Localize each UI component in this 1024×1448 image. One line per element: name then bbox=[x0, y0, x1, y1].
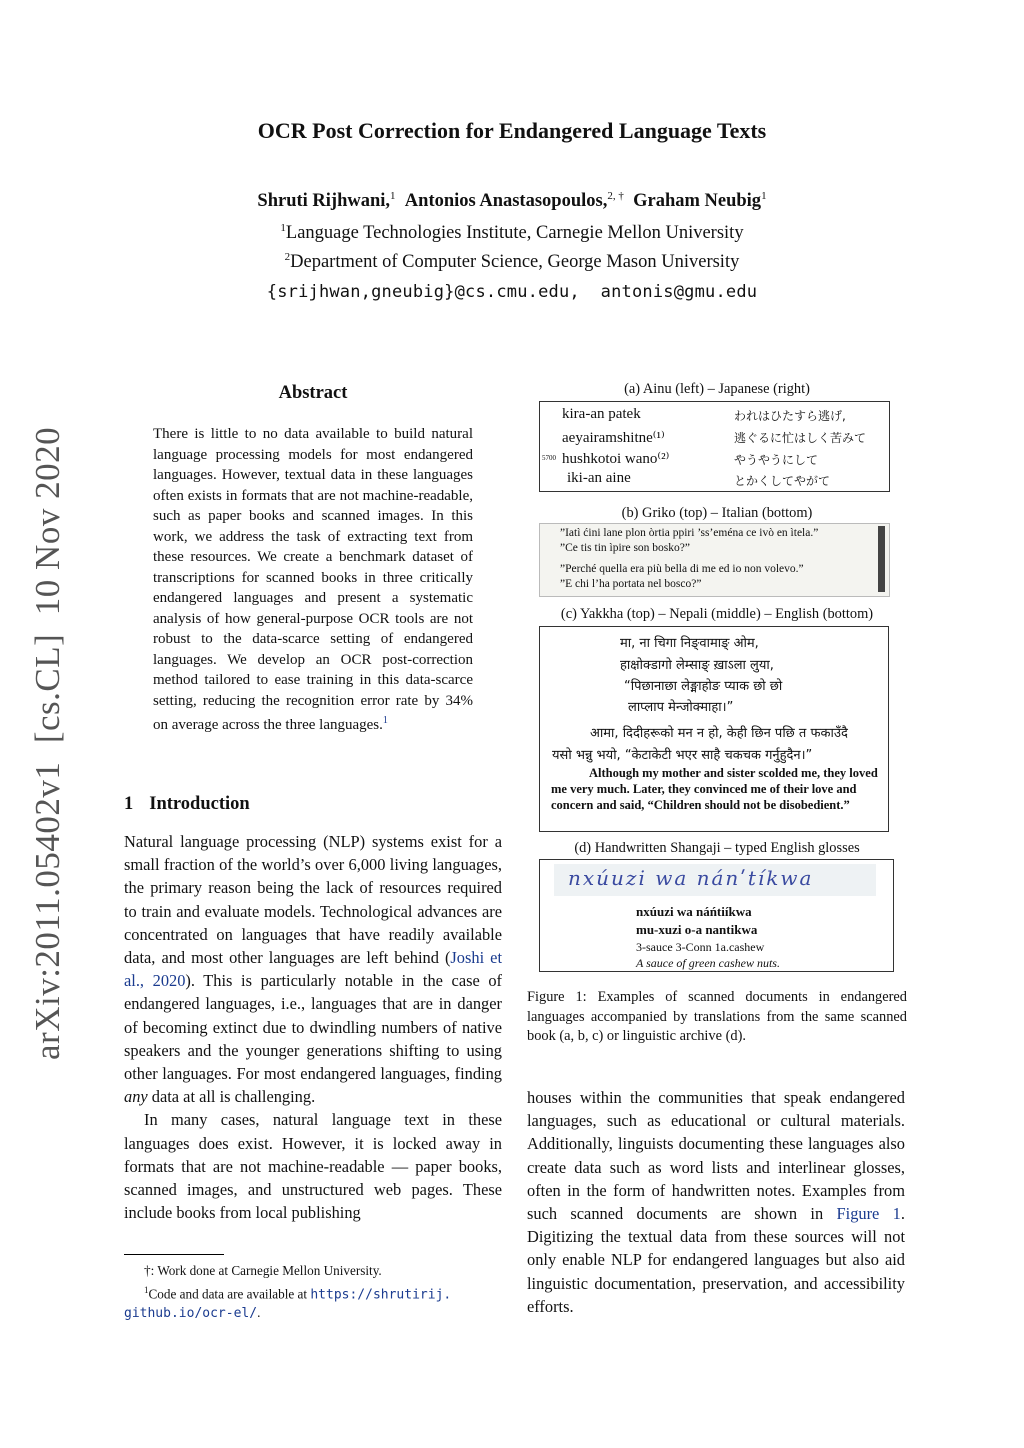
figure-1c-caption: (c) Yakkha (top) – Nepali (middle) – English (bottom) bbox=[560, 606, 874, 622]
footnote-rule bbox=[124, 1254, 224, 1255]
ainu-line-3: hushkotoi wano⁽²⁾ bbox=[562, 451, 670, 467]
japanese-line-2: 逃ぐるに忙はしく苦みて bbox=[734, 431, 867, 445]
author-1-sup: 1 bbox=[390, 190, 396, 202]
figure-1a-scan bbox=[539, 401, 890, 492]
figure-1a-caption: (a) Ainu (left) – Japanese (right) bbox=[624, 381, 810, 397]
affiliation-1-sup: 1 bbox=[280, 222, 286, 234]
footnote-1-text: Code and data are available at bbox=[148, 1286, 311, 1302]
intro-right-column bbox=[527, 1086, 905, 1318]
figure-1-reference-link[interactable]: Figure 1 bbox=[836, 1204, 901, 1224]
affiliation-1 bbox=[0, 222, 1024, 244]
abstract-body bbox=[153, 424, 473, 736]
author-3-sup: 1 bbox=[761, 190, 767, 202]
intro-right-part-b: . Digitizing the textual data from these sources will not only enable NLP for endangered languages but also aid linguistic documentation, preservation, and accessibility efforts. bbox=[527, 1204, 905, 1316]
author-2: Antonios Anastasopoulos, bbox=[404, 191, 608, 212]
author-emails: {srijhwan,gneubig}@cs.cmu.edu, antonis@gmu.edu bbox=[266, 282, 758, 302]
affiliation-2-sup: 2 bbox=[284, 251, 291, 263]
japanese-line-4: とかくしてやがて bbox=[734, 474, 831, 488]
author-1: Shruti Rijhwani, bbox=[257, 191, 391, 212]
yakkha-line-2: हाक्षोक्डागो लेम्साङ् ख़ाऽला लुया, bbox=[620, 658, 774, 673]
nepali-line-1: आमा, दिदीहरूको मन न हो, केही छिन पछि त फकाउँदै bbox=[590, 726, 848, 741]
intro-p1-emphasis: any bbox=[124, 1087, 148, 1107]
gloss-line-3: 3-sauce 3-Conn 1a.cashew bbox=[636, 940, 765, 954]
intro-right-part-a: houses within the communities that speak endangered languages, such as educational or cultural materials. Additionally, linguists documenting these languages also create data such as word lists and interlinear glosses, often in the form of handwritten notes. Examples from such scanned documents are shown in bbox=[527, 1088, 905, 1224]
nepali-line-2: यसो भन्नु भयो, “केटाकेटी भएर साहै चकचक गर्नुहुदैन।” bbox=[552, 748, 813, 763]
section-title: Introduction bbox=[149, 794, 250, 814]
section-heading-introduction bbox=[124, 794, 250, 815]
intro-p1-part-a: Natural language processing (NLP) systems exist for a small fraction of the world’s over 6,000 living languages, the primary reason being the lack of resources required to train and evaluate models. Technological advances are concentrated on languages that have readily available data, and most other languages are left behind ( bbox=[124, 832, 502, 968]
section-number: 1 bbox=[124, 794, 134, 814]
figure-1c-scan bbox=[539, 626, 889, 832]
ainu-margin-number: 5700 bbox=[542, 454, 556, 462]
footnote-1-mark: 1 bbox=[144, 1285, 149, 1295]
scan-edge-shadow bbox=[878, 526, 885, 592]
ainu-line-4: iki-an aine bbox=[567, 470, 631, 486]
author-3: Graham Neubig bbox=[633, 191, 762, 212]
gloss-line-2: mu-xuzi o-a nantikwa bbox=[636, 922, 758, 937]
citation-joshi-2020[interactable]: Joshi et al., 2020 bbox=[124, 948, 502, 991]
footnote-1-end: . bbox=[257, 1305, 261, 1321]
abstract-footnote-mark[interactable]: 1 bbox=[382, 715, 388, 726]
japanese-line-1: われはひたすら逃げ, bbox=[734, 409, 846, 423]
griko-line-2: ”Ce tis tin ìpire son bosko?” bbox=[560, 542, 690, 554]
figure-1b-caption: (b) Griko (top) – Italian (bottom) bbox=[621, 505, 813, 521]
footnote-1 bbox=[124, 1281, 504, 1323]
figure-1d-caption: (d) Handwritten Shangaji – typed English glosses bbox=[574, 840, 860, 856]
paper-title: OCR Post Correction for Endangered Language Texts bbox=[257, 118, 767, 143]
affiliation-1-text: Language Technologies Institute, Carnegie Mellon University bbox=[285, 223, 744, 244]
arxiv-stamp: arXiv:2011.05402v1 [cs.CL] 10 Nov 2020 bbox=[28, 426, 67, 1060]
gloss-line-1: nxúuzi wa náńtiíkwa bbox=[636, 904, 752, 919]
affiliation-2-text: Department of Computer Science, George Mason University bbox=[290, 252, 740, 273]
ainu-line-2: aeyairamshitne⁽¹⁾ bbox=[562, 430, 665, 446]
figure-1b-scan bbox=[539, 523, 890, 597]
italian-line-1: ”Perché quella era più bella di me ed io non volevo.” bbox=[560, 563, 804, 575]
abstract-text: There is little to no data available to build natural language processing models for most endangered languages. However, textual data in these languages often exists in formats that are not machine-readable, such as paper books and scanned images. In this work, we address the task of extracting text from these resources. We create a benchmark dataset of transcriptions for scanned books in three critically endangered languages and present a systematic analysis of how general-purpose OCR tools are not robust to the data-scarce setting of endangered languages. We develop an OCR post-correction method tailored to ease training in this data-scarce setting, reducing the recognition error rate by 34% on average across the three languages. bbox=[153, 426, 473, 733]
intro-p1-part-b: ). This is particularly notable in the case of endangered languages, i.e., languages that are in danger of becoming extinct due to dwindling numbers of native speakers and the younger generations shifting to using other languages. For most endangered languages, finding bbox=[124, 971, 503, 1084]
figure-1d-scan bbox=[539, 859, 894, 972]
intro-p2: In many cases, natural language text in these languages does exist. However, it is locked away in formats that are not machine-readable — paper books, scanned images, and unstructured web pages. These include books from local publishing bbox=[124, 1110, 502, 1223]
japanese-line-3: やうやうにして bbox=[734, 453, 819, 467]
griko-line-1: ”Iatì ćini lane plon òrtia ppiri ’ss’eména ce ivò en ìtela.” bbox=[560, 527, 819, 539]
gloss-line-4: A sauce of green cashew nuts. bbox=[636, 956, 780, 970]
affiliation-2 bbox=[0, 251, 1024, 273]
author-list bbox=[0, 190, 1024, 212]
yakkha-line-3: “पिछानाछा लेङ्माहोङ प्याक छो छो bbox=[624, 679, 783, 694]
intro-p1-part-c: data at all is challenging. bbox=[147, 1087, 316, 1107]
intro-left-column bbox=[124, 830, 502, 1224]
yakkha-line-4: लाप्लाप मेन्जोक्माहा।” bbox=[628, 700, 734, 715]
figure-1-caption: Figure 1: Examples of scanned documents in endangered languages accompanied by translations from the same scanned book (a, b, c) or linguistic archive (d). bbox=[527, 989, 907, 1044]
yakkha-english-translation: Although my mother and sister scolded me, they loved me very much. Later, they convinced me of their love and concern and said, “Children should not be disobedient.” bbox=[551, 766, 878, 812]
footnote-1-url-part-b[interactable]: github.io/ocr-el/ bbox=[124, 1306, 258, 1322]
footnote-dagger: †: Work done at Carnegie Mellon University. bbox=[144, 1263, 382, 1278]
abstract-heading: Abstract bbox=[278, 383, 348, 403]
ainu-line-1: kira-an patek bbox=[562, 406, 641, 422]
italian-line-2: ”E chi l’ha portata nel bosco?” bbox=[560, 578, 702, 590]
author-2-sup: 2, † bbox=[607, 190, 624, 202]
handwritten-shangaji: nxúuzi wa nánʹtíkwa bbox=[568, 866, 814, 890]
footnote-1-url-part-a[interactable]: https://shrutirij. bbox=[310, 1287, 452, 1303]
yakkha-line-1: मा, ना चिगा निङ्वामाङ् ओम, bbox=[620, 636, 759, 651]
